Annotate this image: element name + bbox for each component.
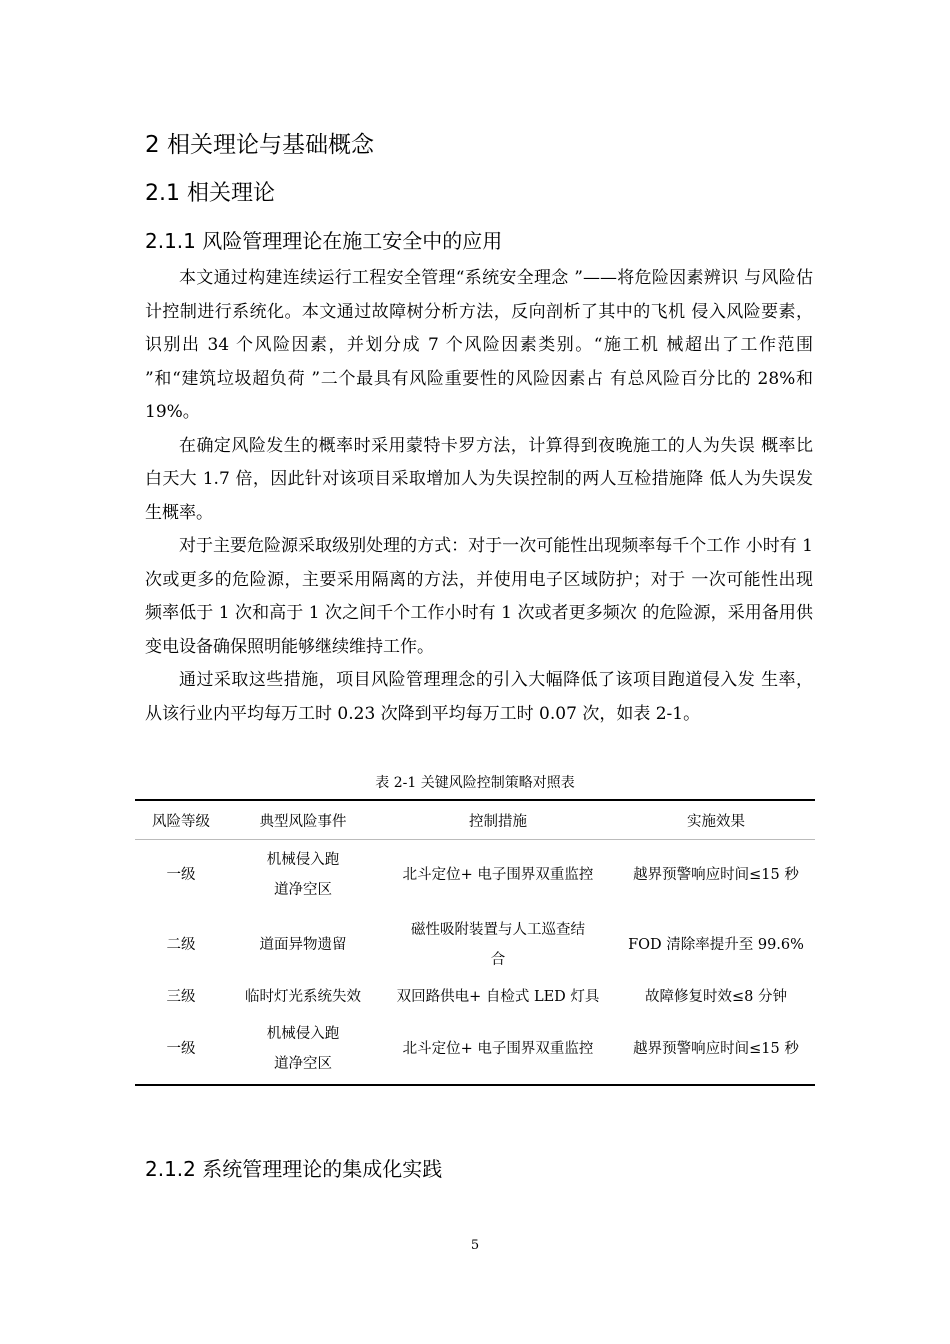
table-cell: 北斗定位+ 电子围界双重监控 bbox=[402, 867, 594, 883]
table-cell: 越界预警响应时间≤15 秒 bbox=[633, 867, 799, 883]
paragraph: 在确定风险发生的概率时采用蒙特卡罗方法，计算得到夜晚施工的人为失误 概率比白天大 1.7 倍，因此针对该项目采取增加人为失误控制的两人互检措施降 低人为失误发生概率。 bbox=[145, 435, 813, 523]
section-heading: 2.1 相关理论 bbox=[145, 181, 275, 206]
table-cell: 三级 bbox=[166, 989, 196, 1005]
table-row bbox=[135, 980, 815, 1014]
table-cell: 一级 bbox=[166, 867, 196, 883]
chapter-heading: 2 相关理论与基础概念 bbox=[145, 132, 374, 158]
page-number: 5 bbox=[470, 1238, 480, 1253]
column-header: 典型风险事件 bbox=[227, 800, 379, 840]
table-cell: 一级 bbox=[135, 1014, 227, 1085]
paragraph: 通过采取这些措施，项目风险管理理念的引入大幅降低了该项目跑道侵入发 生率，从该行业内平均每万工时 0.23 次降到平均每万工时 0.07 次，如表 2-1。 bbox=[145, 670, 813, 724]
table-cell: 双回路供电+ 自检式 LED 灯具 bbox=[396, 989, 600, 1005]
column-header: 风险等级 bbox=[135, 800, 227, 840]
table-cell: 二级 bbox=[166, 937, 196, 953]
table-header-row bbox=[135, 800, 815, 840]
table-caption: 表 2-1 关键风险控制策略对照表 bbox=[375, 775, 575, 791]
table-cell: 道面异物遗留 bbox=[259, 937, 347, 953]
body-text bbox=[145, 262, 813, 731]
table-cell: 临时灯光系统失效 bbox=[245, 989, 361, 1005]
table-cell: 越界预警响应时间≤15 秒 bbox=[617, 1014, 815, 1085]
table-cell: 磁性吸附装置与人工巡查结合 bbox=[411, 922, 585, 968]
table-row bbox=[135, 1014, 815, 1085]
table-cell: 北斗定位+ 电子围界双重监控 bbox=[379, 1014, 617, 1085]
paragraph: 本文通过构建连续运行工程安全管理“系统安全理念 ”——将危险因素辨识 与风险估计控制进行系统化。本文通过故障树分析方法，反向剖析了其中的飞机 侵入风险要素，识别出 34 个风险因素，并划分成 7 个风险因素类别。“施工机 械超出了工作范围 ”和“建筑垃圾超负荷 ”二个最具有风险重要性的风险因素占 有总风险百分比的 28%和 19%。 bbox=[145, 268, 813, 422]
paragraph: 对于主要危险源采取级别处理的方式：对于一次可能性出现频率每千个工作 小时有 1 次或更多的危险源，主要采用隔离的方法，并使用电子区域防护；对于 一次可能性出现频率低于 1 次和高于 1 次之间千个工作小时有 1 次或者更多频次 的危险源，采用备用供变电设备确保照明能够继续维持工作。 bbox=[145, 536, 813, 657]
table-cell: FOD 清除率提升至 99.6% bbox=[628, 937, 804, 953]
risk-control-table bbox=[135, 799, 815, 1086]
column-header: 实施效果 bbox=[617, 800, 815, 840]
table-cell: 机械侵入跑道净空区 bbox=[227, 1014, 379, 1085]
table-row bbox=[135, 840, 815, 911]
table-cell: 机械侵入跑道净空区 bbox=[266, 852, 340, 898]
subsection-heading-risk: 2.1.1 风险管理理论在施工安全中的应用 bbox=[145, 229, 503, 253]
table-cell: 故障修复时效≤8 分钟 bbox=[645, 989, 787, 1005]
table-row bbox=[135, 910, 815, 980]
column-header: 控制措施 bbox=[379, 800, 617, 840]
subsection-heading-system: 2.1.2 系统管理理论的集成化实践 bbox=[145, 1157, 443, 1181]
